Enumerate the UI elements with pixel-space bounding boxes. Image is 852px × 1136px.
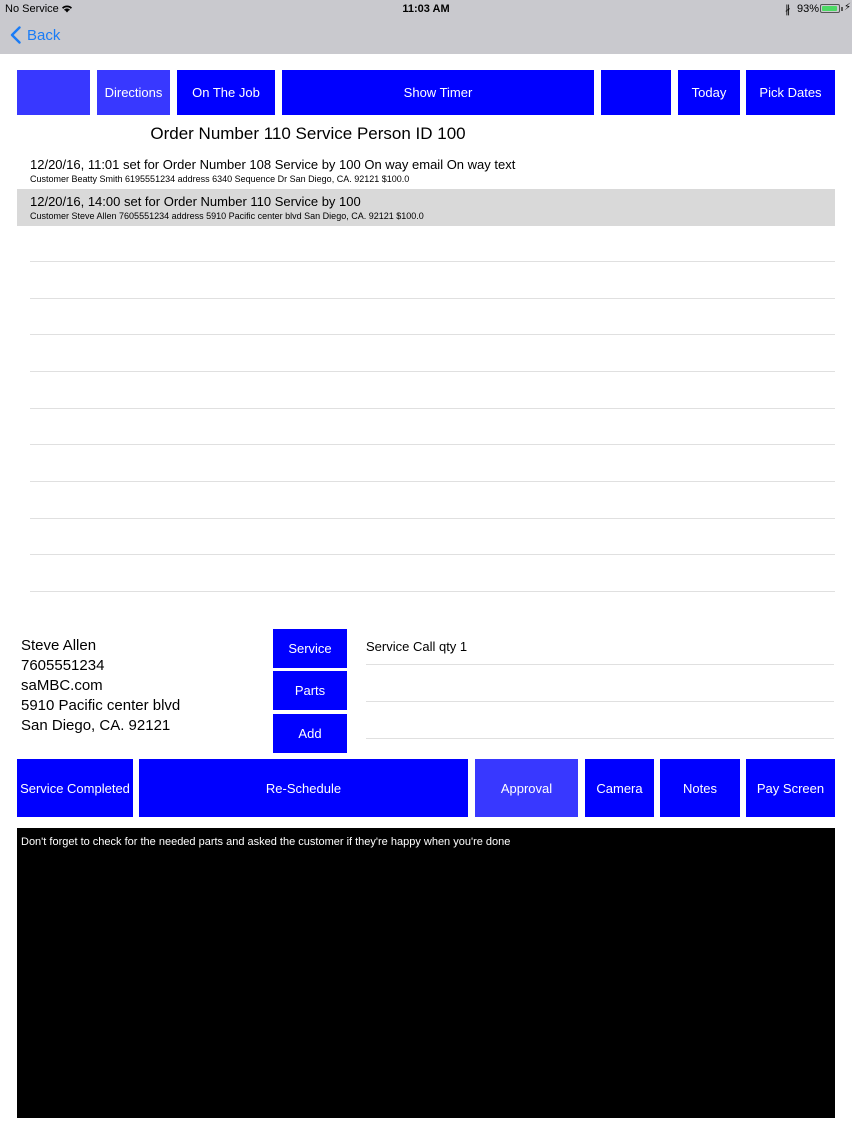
appointment-detail: Customer Beatty Smith 6195551234 address 6340 Sequence Dr San Diego, CA. 92121 $100.0 (30, 174, 410, 184)
parts-button[interactable]: Parts (273, 671, 347, 710)
appointment-title: 12/20/16, 11:01 set for Order Number 108 Service by 100 On way email On way text (30, 157, 516, 172)
blank-button-left[interactable] (17, 70, 90, 115)
today-button[interactable]: Today (678, 70, 740, 115)
carrier-label: No Service (5, 3, 59, 15)
list-separator (30, 298, 835, 299)
list-separator (30, 408, 835, 409)
customer-phone: 7605551234 (21, 657, 105, 674)
item-separator (366, 664, 834, 665)
on-the-job-button[interactable]: On The Job (177, 70, 275, 115)
list-separator (30, 481, 835, 482)
list-separator (30, 444, 835, 445)
list-item-selected[interactable] (17, 189, 835, 226)
service-completed-button[interactable]: Service Completed (17, 759, 133, 817)
add-button[interactable]: Add (273, 714, 347, 753)
show-timer-button[interactable]: Show Timer (282, 70, 594, 115)
list-separator (30, 334, 835, 335)
item-separator (366, 701, 834, 702)
list-separator (30, 371, 835, 372)
notes-button[interactable]: Notes (660, 759, 740, 817)
bluetooth-icon: ∦ (785, 4, 791, 16)
appointment-title: 12/20/16, 14:00 set for Order Number 110 Service by 100 (30, 194, 361, 209)
customer-street: 5910 Pacific center blvd (21, 697, 181, 714)
customer-name: Steve Allen (21, 637, 97, 654)
approval-button[interactable]: Approval (475, 759, 578, 817)
charging-icon: ⚡ (844, 2, 852, 13)
camera-button[interactable]: Camera (585, 759, 654, 817)
chevron-left-icon (10, 26, 21, 44)
battery-icon (820, 4, 840, 13)
blank-button-right[interactable] (601, 70, 671, 115)
list-separator (30, 554, 835, 555)
pay-screen-button[interactable]: Pay Screen (746, 759, 835, 817)
appointment-list[interactable] (17, 152, 835, 592)
customer-city: San Diego, CA. 92121 (21, 717, 171, 734)
list-separator (30, 261, 835, 262)
order-title: Order Number 110 Service Person ID 100 (150, 124, 466, 143)
customer-info (21, 636, 180, 736)
list-separator (30, 518, 835, 519)
notes-textarea[interactable] (17, 828, 835, 1118)
item-separator (366, 738, 834, 739)
battery-tip (841, 7, 843, 11)
status-time: 11:03 AM (402, 3, 450, 15)
customer-website: saMBC.com (21, 677, 103, 694)
directions-button[interactable]: Directions (97, 70, 170, 115)
service-button[interactable]: Service (273, 629, 347, 668)
reschedule-button[interactable]: Re-Schedule (139, 759, 468, 817)
back-label: Back (27, 26, 61, 44)
battery-percentage: 93% (796, 3, 819, 15)
notes-text: Don't forget to check for the needed parts and asked the customer if they're happy when you're done (21, 836, 511, 848)
list-item[interactable] (17, 152, 835, 189)
service-item-row[interactable]: Service Call qty 1 (366, 639, 468, 654)
appointment-detail: Customer Steve Allen 7605551234 address 5910 Pacific center blvd San Diego, CA. 92121 $100.0 (30, 211, 424, 221)
pick-dates-button[interactable]: Pick Dates (746, 70, 835, 115)
back-button[interactable] (10, 24, 60, 46)
list-separator (30, 591, 835, 592)
